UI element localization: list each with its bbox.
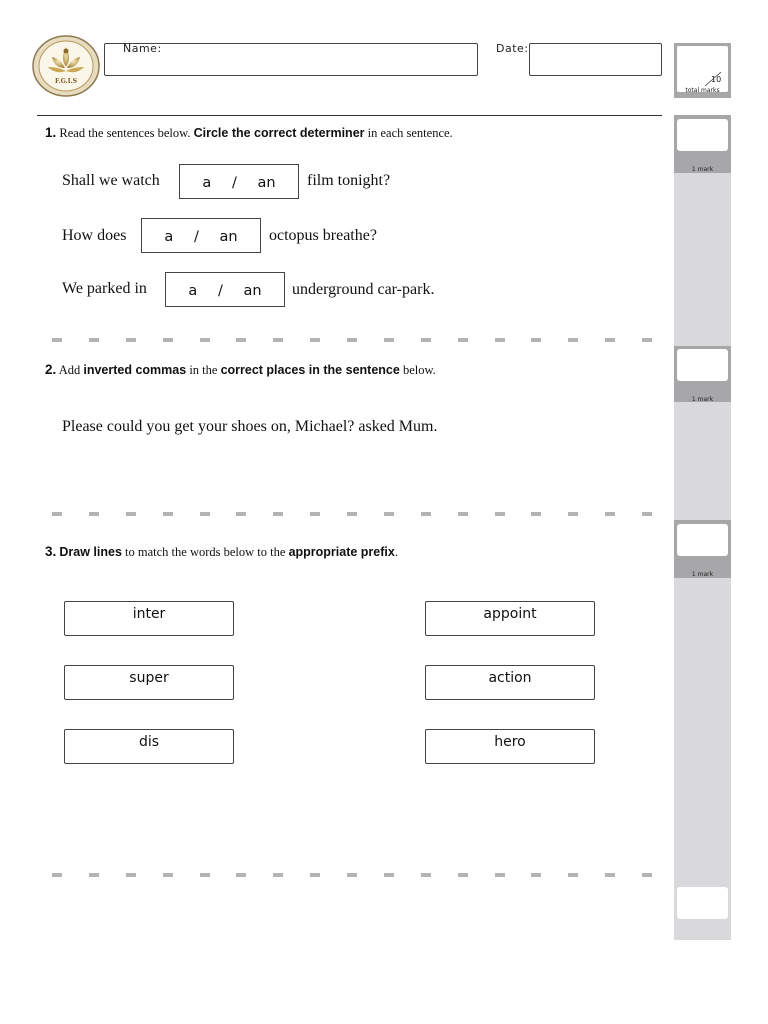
q1-row1-choice[interactable] (179, 164, 299, 199)
prefix-word-super[interactable]: super (64, 665, 234, 700)
divider-dash (126, 873, 136, 877)
divider-dash (89, 512, 99, 516)
divider-dash (236, 512, 246, 516)
prefix-word-dis[interactable]: dis (64, 729, 234, 764)
q1-row2-after: octopus breathe? (269, 227, 377, 244)
extra-mark-box[interactable] (677, 887, 728, 919)
q3-instruction: 3. Draw lines to match the words below to the appropriate prefix. (45, 544, 398, 559)
divider-dash (384, 338, 394, 342)
divider-dash (52, 512, 62, 516)
q1-row2-before: How does (62, 227, 127, 244)
divider-dash (384, 873, 394, 877)
divider-dash (568, 338, 578, 342)
divider-dash (384, 512, 394, 516)
total-marks-value: 10 (711, 75, 722, 84)
divider-q3-end (52, 873, 652, 877)
divider-dash (163, 338, 173, 342)
name-label: Name: (123, 42, 162, 55)
divider-q1-q2 (52, 338, 652, 342)
divider-dash (126, 512, 136, 516)
q1-row3-after: underground car-park. (292, 281, 435, 298)
divider-dash (458, 512, 468, 516)
divider-dash (421, 873, 431, 877)
divider-dash (200, 512, 210, 516)
divider-dash (458, 338, 468, 342)
q1-row2-choice[interactable] (141, 218, 261, 253)
divider-dash (347, 873, 357, 877)
divider-dash (52, 338, 62, 342)
divider-dash (568, 873, 578, 877)
q2-mark-label: 1 mark (691, 396, 714, 403)
divider-dash (273, 338, 283, 342)
divider-dash (163, 512, 173, 516)
logo-text: F.G.I.S (55, 78, 77, 85)
divider-dash (531, 338, 541, 342)
divider-dash (642, 512, 652, 516)
divider-dash (495, 338, 505, 342)
q1-row2-option-a[interactable]: a (164, 228, 174, 245)
divider-dash (310, 873, 320, 877)
divider-dash (89, 873, 99, 877)
divider-dash (642, 873, 652, 877)
q1-mark-label: 1 mark (691, 166, 714, 173)
divider-dash (531, 873, 541, 877)
q1-row1-option-a[interactable]: a (202, 174, 212, 191)
divider-dash (642, 338, 652, 342)
total-marks-label: total marks (685, 87, 720, 94)
total-marks-box[interactable] (677, 46, 728, 92)
divider-dash (605, 338, 615, 342)
divider-dash (163, 873, 173, 877)
q1-row1-separator: / (231, 174, 237, 191)
q1-row3-option-an[interactable]: an (243, 282, 262, 299)
root-word-action[interactable]: action (425, 665, 595, 700)
divider-dash (200, 338, 210, 342)
q1-mark-strip (674, 173, 731, 346)
root-word-appoint[interactable]: appoint (425, 601, 595, 636)
q1-row2-separator: / (193, 228, 199, 245)
divider-q2-q3 (52, 512, 652, 516)
school-logo (32, 35, 100, 97)
q1-row3-separator: / (217, 282, 223, 299)
q3-mark-strip (674, 578, 731, 940)
divider-dash (200, 873, 210, 877)
prefix-word-inter[interactable]: inter (64, 601, 234, 636)
divider-dash (310, 338, 320, 342)
q1-row3-choice[interactable] (165, 272, 285, 307)
divider-dash (273, 873, 283, 877)
q2-mark-strip (674, 402, 731, 520)
q1-row3-before: We parked in (62, 280, 147, 297)
divider-dash (89, 338, 99, 342)
q3-mark-box[interactable] (677, 524, 728, 556)
divider-dash (458, 873, 468, 877)
divider-dash (495, 873, 505, 877)
divider-dash (347, 512, 357, 516)
date-field[interactable] (529, 43, 662, 76)
divider-dash (126, 338, 136, 342)
q1-mark-box[interactable] (677, 119, 728, 151)
q1-instruction: 1. Read the sentences below. Circle the correct determiner in each sentence. (45, 125, 453, 140)
q1-row1-option-an[interactable]: an (257, 174, 276, 191)
date-label: Date: (496, 42, 529, 55)
divider-dash (421, 512, 431, 516)
q1-row1-before: Shall we watch (62, 172, 160, 189)
divider-dash (347, 338, 357, 342)
q2-mark-box[interactable] (677, 349, 728, 381)
q1-row3-option-a[interactable]: a (188, 282, 198, 299)
divider-dash (236, 338, 246, 342)
divider-dash (605, 512, 615, 516)
divider-dash (310, 512, 320, 516)
q1-row1-after: film tonight? (307, 172, 391, 189)
header-divider (37, 115, 662, 116)
q2-sentence[interactable]: Please could you get your shoes on, Michael? asked Mum. (62, 418, 438, 435)
divider-dash (531, 512, 541, 516)
divider-dash (236, 873, 246, 877)
q3-mark-label: 1 mark (691, 571, 714, 578)
divider-dash (495, 512, 505, 516)
q2-instruction: 2. Add inverted commas in the correct places in the sentence below. (45, 362, 436, 377)
divider-dash (52, 873, 62, 877)
divider-dash (421, 338, 431, 342)
divider-dash (568, 512, 578, 516)
root-word-hero[interactable]: hero (425, 729, 595, 764)
divider-dash (605, 873, 615, 877)
divider-dash (273, 512, 283, 516)
q1-row2-option-an[interactable]: an (219, 228, 238, 245)
